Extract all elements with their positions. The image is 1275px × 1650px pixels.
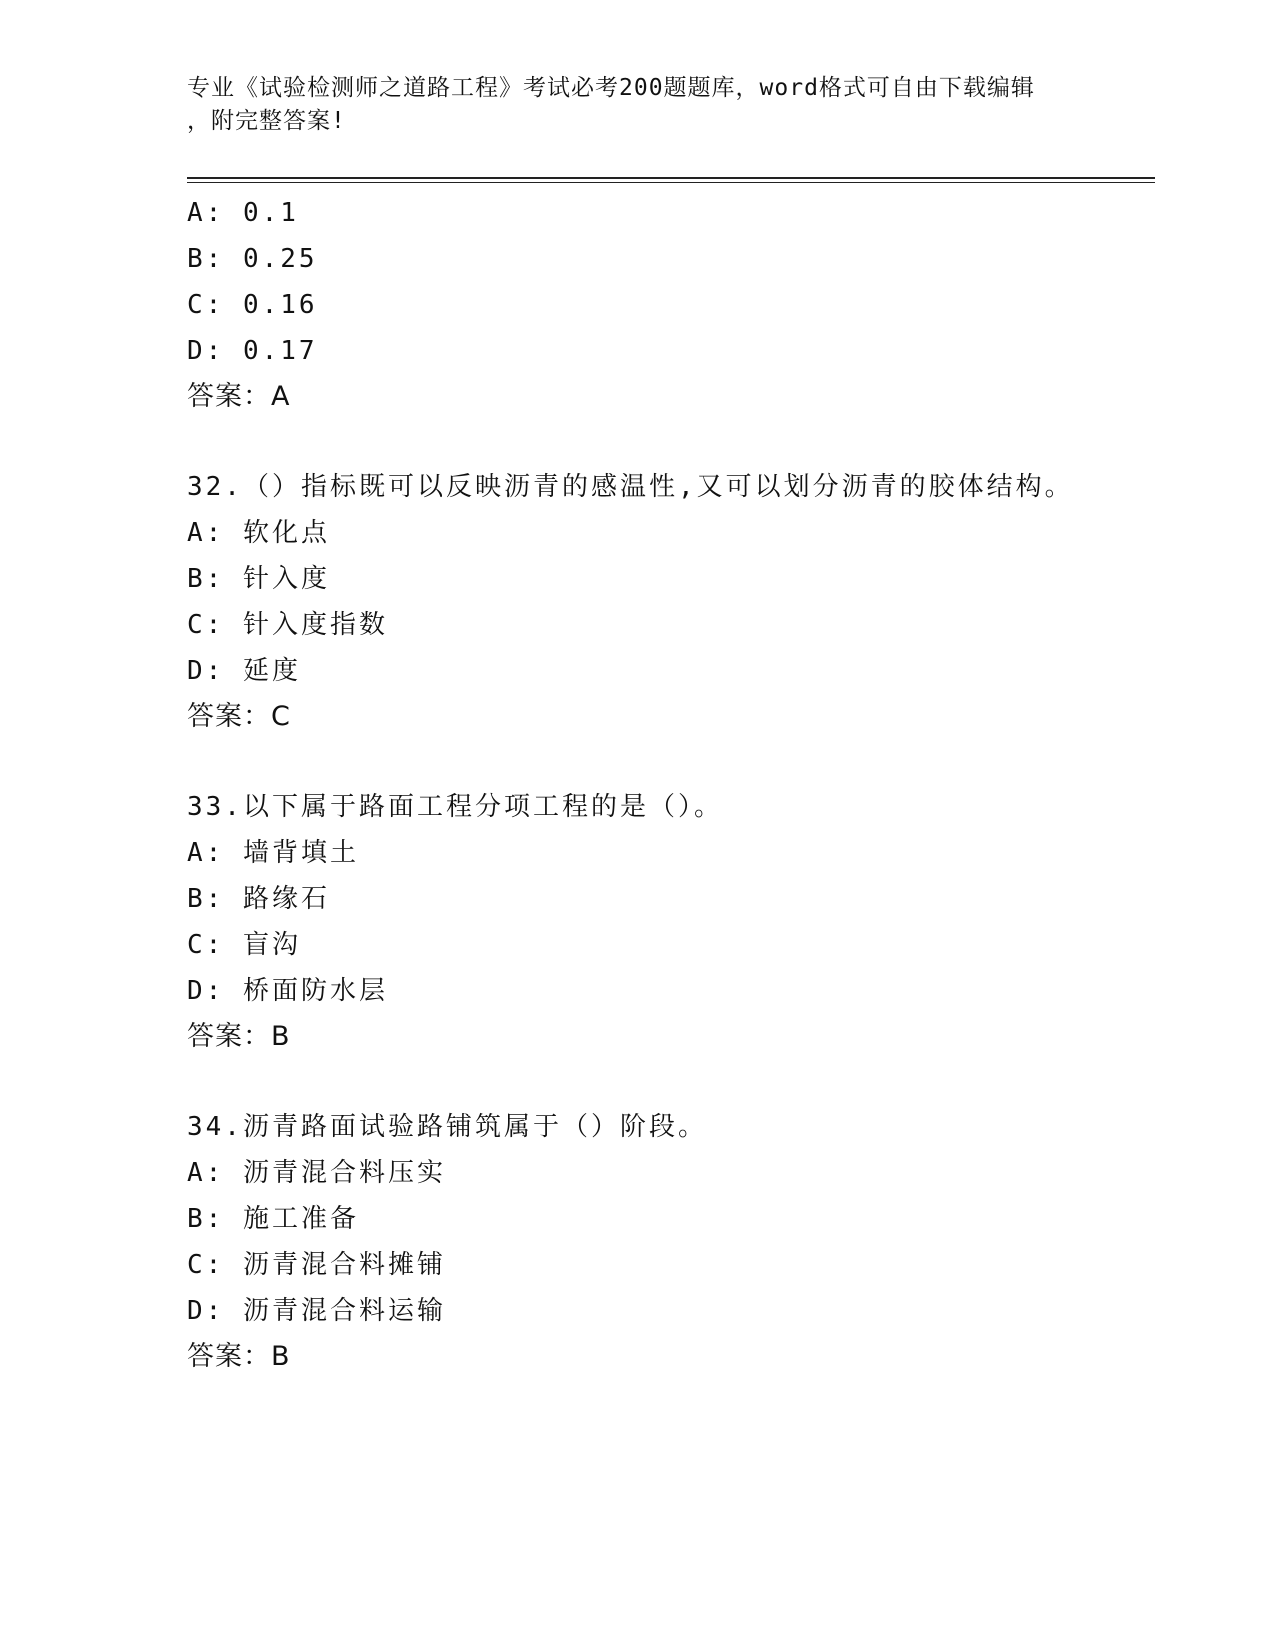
question-list (187, 190, 1155, 1380)
header-title-line: 专业《试验检测师之道路工程》考试必考200题题库，word格式可自由下载编辑 (187, 75, 1035, 101)
option-d: D: 桥面防水层 (187, 976, 388, 1006)
question-stem: 32.（）指标既可以反映沥青的感温性,又可以划分沥青的胶体结构。 (187, 472, 1074, 502)
question-34 (187, 1104, 1155, 1380)
question-31 (187, 190, 1155, 420)
option-c: C: 沥青混合料摊铺 (187, 1250, 446, 1280)
option-d: D: 0.17 (187, 336, 318, 366)
option-a: A: 0.1 (187, 198, 299, 228)
option-b: B: 路缘石 (187, 884, 330, 914)
answer-line: 答案：B (187, 1341, 291, 1372)
option-a: A: 沥青混合料压实 (187, 1158, 446, 1188)
option-d: D: 延度 (187, 656, 301, 686)
header-divider-thin (187, 182, 1155, 183)
document-header (187, 72, 1087, 138)
option-c: C: 针入度指数 (187, 610, 388, 640)
option-c: C: 0.16 (187, 290, 318, 320)
header-title-continuation: ，附完整答案! (187, 108, 346, 134)
option-b: B: 施工准备 (187, 1204, 359, 1234)
option-a: A: 软化点 (187, 518, 330, 548)
question-33 (187, 784, 1155, 1060)
question-32 (187, 464, 1155, 740)
option-b: B: 0.25 (187, 244, 318, 274)
answer-line: 答案：C (187, 701, 291, 732)
option-c: C: 盲沟 (187, 930, 301, 960)
option-d: D: 沥青混合料运输 (187, 1296, 446, 1326)
answer-line: 答案：A (187, 381, 291, 412)
header-divider-thick (187, 177, 1155, 179)
option-a: A: 墙背填土 (187, 838, 359, 868)
question-stem: 33.以下属于路面工程分项工程的是（）。 (187, 792, 723, 822)
question-stem: 34.沥青路面试验路铺筑属于（）阶段。 (187, 1112, 707, 1142)
answer-line: 答案：B (187, 1021, 291, 1052)
option-b: B: 针入度 (187, 564, 330, 594)
